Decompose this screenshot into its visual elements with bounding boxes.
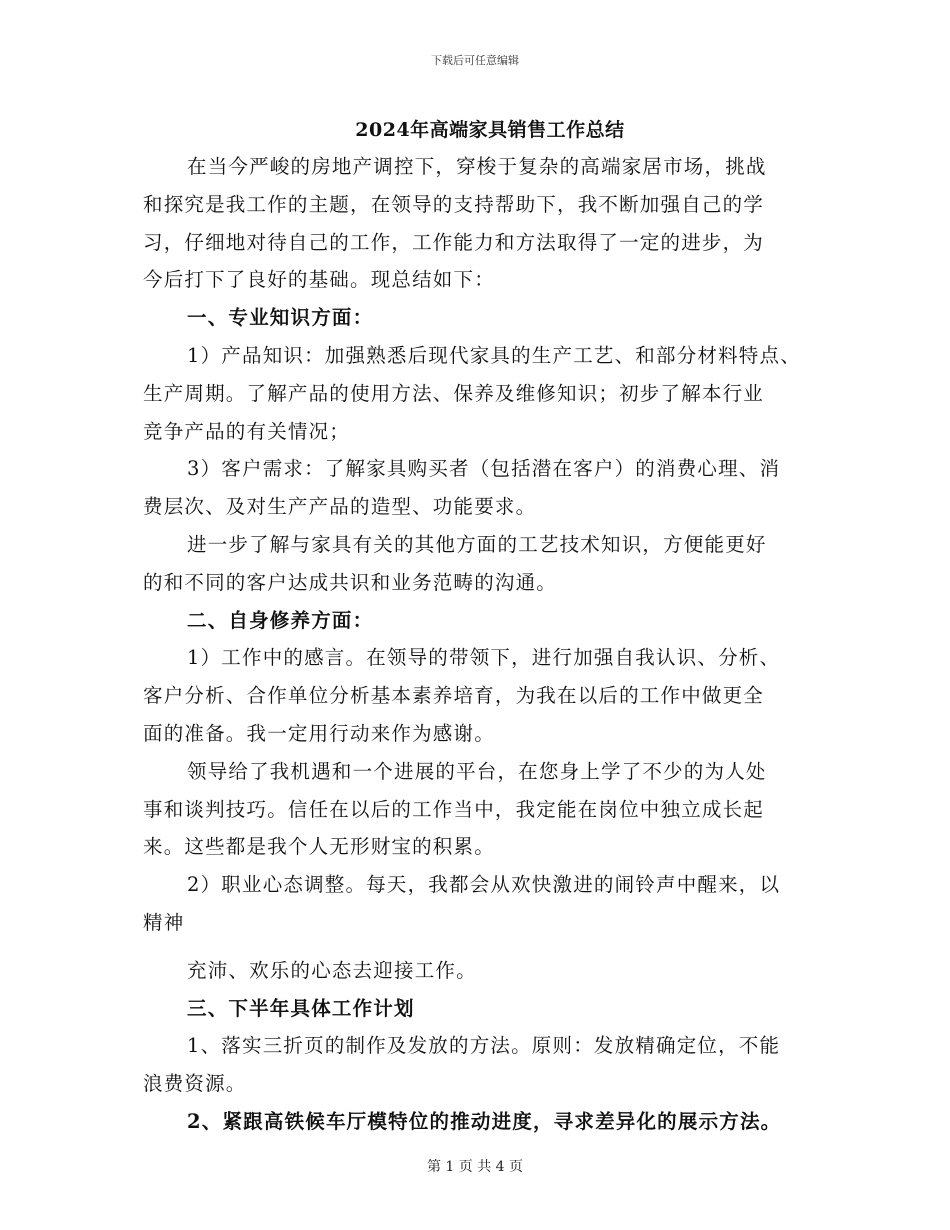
text-line: 1）产品知识：加强熟悉后现代家具的生产工艺、和部分材料特点、 [187,343,801,367]
section-heading: 2、紧跟高铁候车厅模特位的推动进度，寻求差异化的展示方法。 [187,1109,782,1133]
text-line: 面的准备。我一定用行动来作为感谢。 [143,721,495,745]
page-header: 下载后可任意编辑 [431,54,519,67]
text-line: 2）职业心态调整。每天，我都会从欢快激进的闹铃声中醒来，以 [187,873,781,897]
text-line: 3）客户需求：了解家具购买者（包括潜在客户）的消费心理、消 [187,457,781,481]
text-line: 客户分析、合作单位分析基本素养培育，为我在以后的工作中做更全 [143,684,765,708]
text-line: 在当今严峻的房地产调控下，穿梭于复杂的高端家居市场，挑战 [187,155,767,178]
text-line: 来。这些都是我个人无形财宝的积累。 [143,835,495,859]
text-line: 1）工作中的感言。在领导的带领下，进行加强自我认识、分析、 [187,646,781,670]
text-line: 的和不同的客户达成共识和业务范畴的沟通。 [143,570,558,594]
text-line: 进一步了解与家具有关的其他方面的工艺技术知识，方便能更好 [187,532,767,556]
section-heading: 二、自身修养方面： [187,608,374,632]
text-line: 浪费资源。 [143,1072,247,1096]
document-title: 2024年高端家具销售工作总结 [355,119,625,141]
text-line: 习，仔细地对待自己的工作，工作能力和方法取得了一定的进步，为 [143,230,765,254]
document-body [143,148,823,1141]
paragraph-gap [143,942,823,952]
text-line: 和探究是我工作的主题，在领导的支持帮助下，我不断加强自己的学 [143,192,765,216]
text-line: 精神 [143,910,185,934]
page-footer: 第 1 页 共 4 页 [426,1159,524,1175]
text-line: 费层次、及对生产产品的造型、功能要求。 [143,495,537,519]
text-line: 今后打下了良好的基础。现总结如下： [143,268,495,292]
text-line: 事和谈判技巧。信任在以后的工作当中，我定能在岗位中独立成长起 [143,797,765,821]
text-line: 领导给了我机遇和一个进展的平台，在您身上学了不少的为人处 [187,759,767,783]
text-line: 充沛、欢乐的心态去迎接工作。 [187,958,477,982]
text-line: 竞争产品的有关情况； [143,419,351,443]
section-heading: 三、下半年具体工作计划 [187,996,415,1020]
section-heading: 一、专业知识方面： [187,306,374,330]
text-line: 生产周期。了解产品的使用方法、保养及维修知识；初步了解本行业 [143,381,765,405]
text-line: 1、落实三折页的制作及发放的方法。原则：发放精确定位，不能 [187,1034,781,1058]
